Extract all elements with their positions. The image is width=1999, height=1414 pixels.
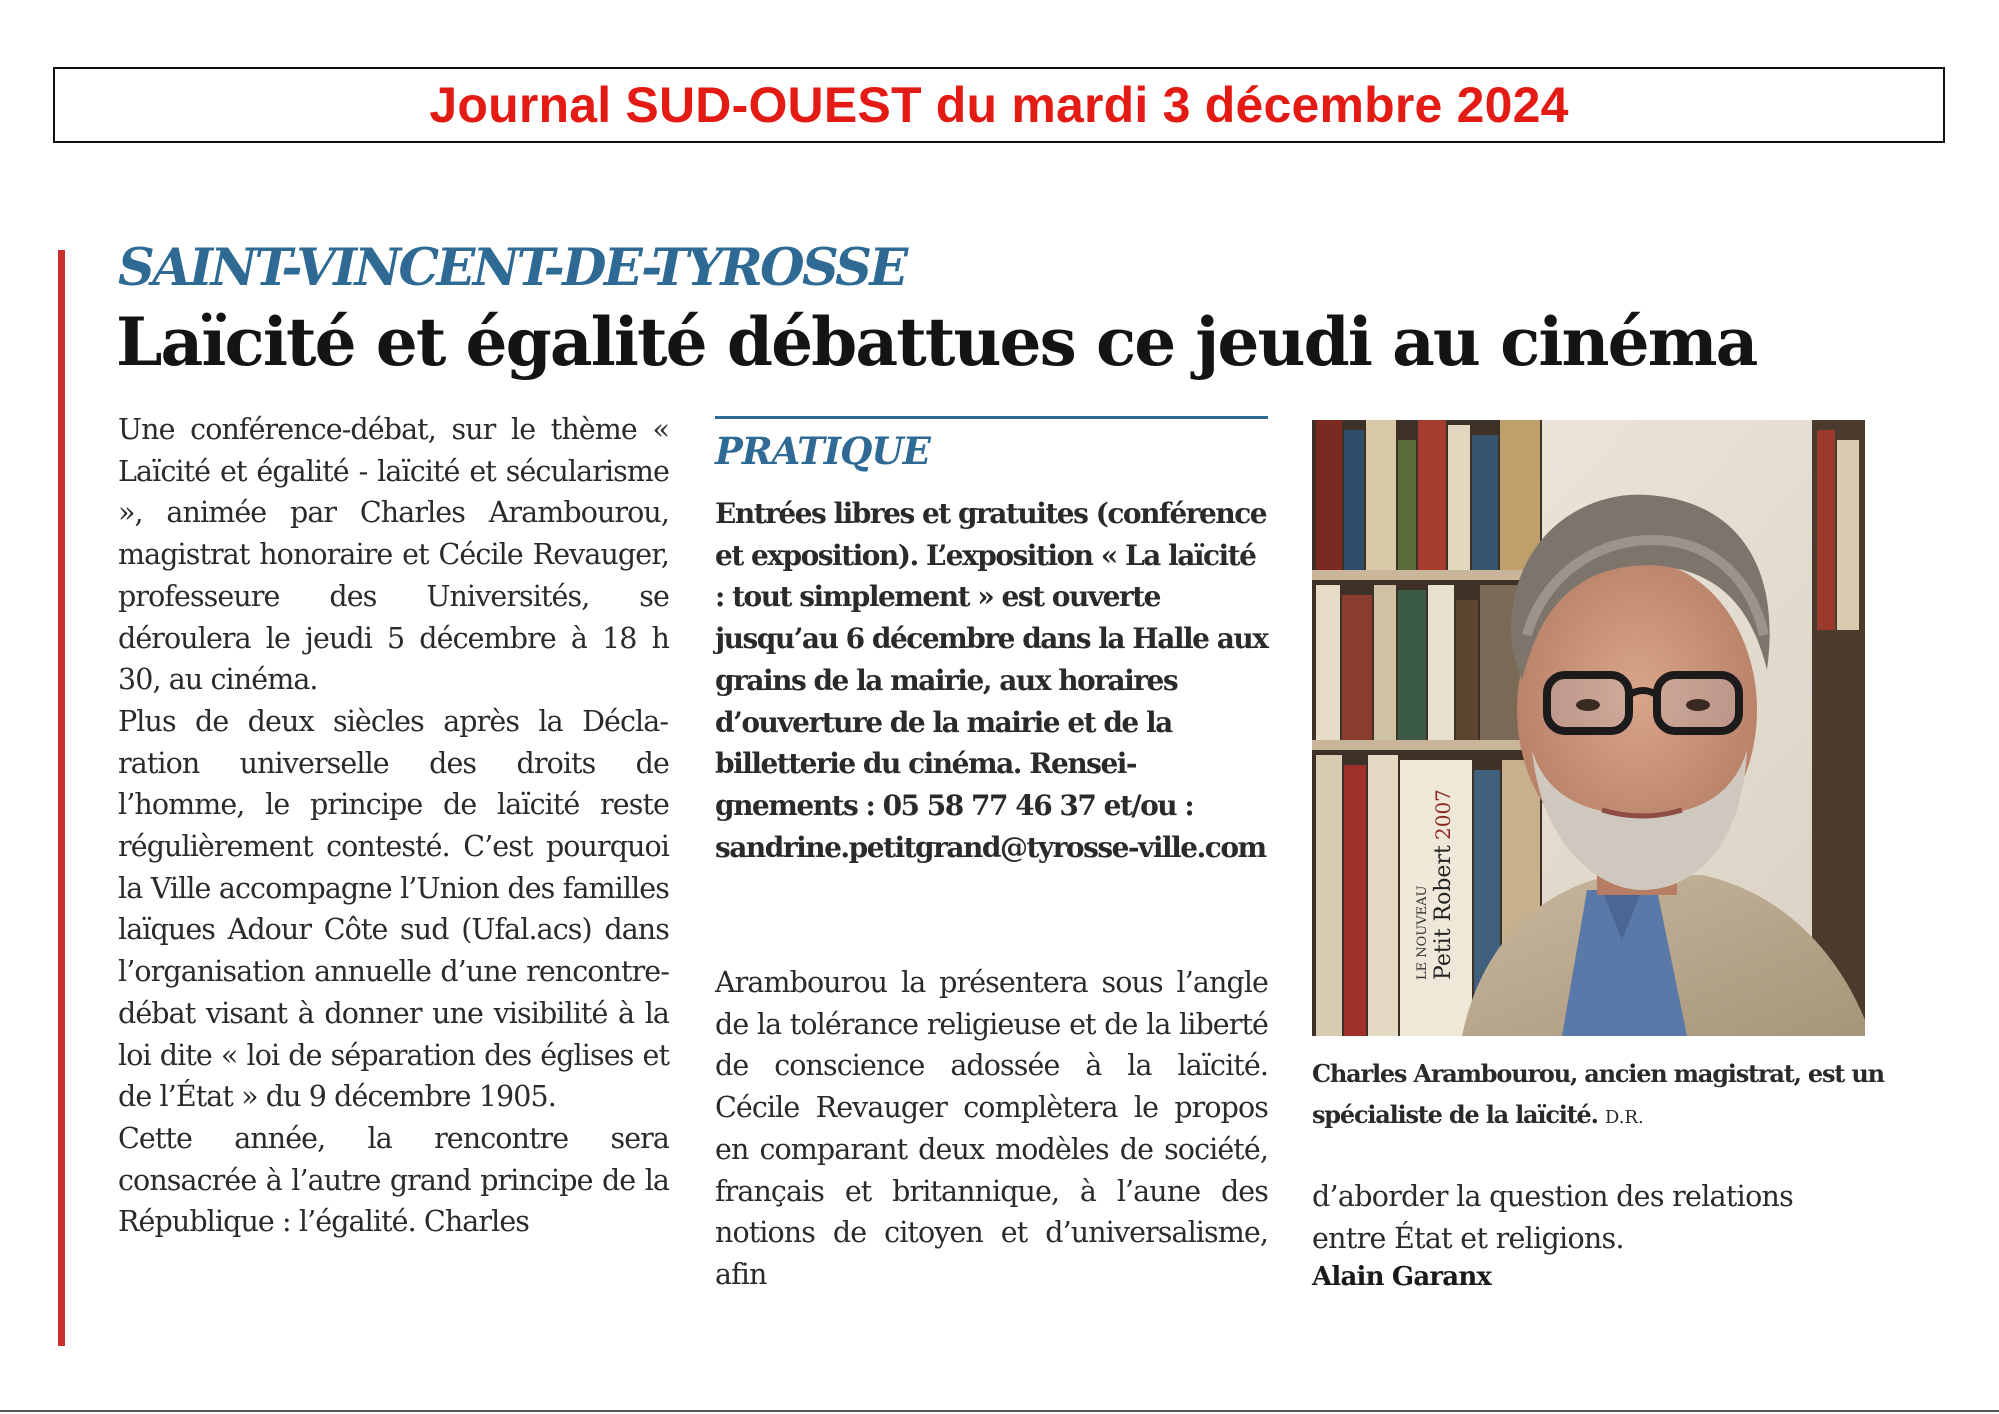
- paragraph-intro: Une conférence-débat, sur le thème « Laïcité et égalité - laïcité et sécularisme », animée par Charles Arambourou, magistrat honoraire et Cécile Revauger, professeure des Universités, se déroulera le jeudi 5 décembre à 18 h 30, au cinéma.: [118, 413, 669, 697]
- left-column: [118, 409, 669, 1243]
- book-spine-title: Petit Robert: [1431, 845, 1456, 980]
- middle-column-continuation: [715, 962, 1268, 1296]
- paragraph-context: Plus de deux siècles après la Déclaration universelle des droits de l’homme, le principe de laïcité reste régulièrement contesté. C’est pourquoi la Ville accompagne l’Union des familles laïques Adour Côte sud (Ufal.acs) dans l’organisation annuelle d’une rencontre-débat visant à donner une visibilité à la loi dite « loi de séparation des églises et de l’État » du 9 décembre 1905.: [118, 704, 669, 1114]
- portrait-photo: [1312, 420, 1865, 1036]
- article-author: Alain Garanx: [1312, 1262, 1492, 1292]
- paragraph-presentation: Arambourou la présentera sous l’angle de la tolérance religieuse et de la liberté de conscience adossée à la laïcité. Cécile Revauger complètera le propos en comparant deux modèles de société, français et britannique, à l’aune des notions de citoyen et d’universalisme, afin: [715, 966, 1268, 1291]
- article-headline: Laïcité et égalité débattues ce jeudi au cinéma: [116, 303, 1757, 381]
- photo-caption: [1312, 1053, 1912, 1138]
- caption-text: Charles Arambourou, ancien magistrat, est un spécialiste de la laïcité.: [1312, 1059, 1884, 1129]
- book-spine-year: 2007: [1431, 789, 1455, 840]
- banner-title: Journal SUD-OUEST du mardi 3 décembre 2024: [429, 77, 1569, 133]
- paragraph-equality: Cette année, la rencontre sera consacrée à l’autre grand principe de la République : l’égalité. Charles: [118, 1121, 669, 1239]
- newspaper-banner: [53, 67, 1945, 143]
- photo-credit: D.R.: [1604, 1107, 1644, 1128]
- article-left-rule: [58, 250, 65, 1346]
- paragraph-conclusion: d’aborder la question des relations entre État et religions.: [1312, 1180, 1794, 1255]
- pratique-rule: [715, 416, 1268, 419]
- pratique-title: PRATIQUE: [715, 429, 930, 473]
- article-kicker: SAINT-VINCENT-DE-TYROSSE: [118, 238, 906, 298]
- book-spine-label: LE NOUVEAU: [1415, 885, 1430, 980]
- page-bottom-line: [0, 1410, 1999, 1412]
- pratique-body: Entrées libres et gratuites (conférence et exposition). L’exposition « La laïcité : tout simplement » est ouverte jusqu’au 6 décembre dans la Halle aux grains de la mairie, aux horaires d’ouverture de la mairie et de la billetterie du cinéma. Renseignements : 05 58 77 46 37 et/ou : sandrine.petitgrand@tyrosse-ville.com: [715, 497, 1268, 864]
- pratique-box: [715, 416, 1268, 868]
- right-column-continuation: [1312, 1176, 1872, 1259]
